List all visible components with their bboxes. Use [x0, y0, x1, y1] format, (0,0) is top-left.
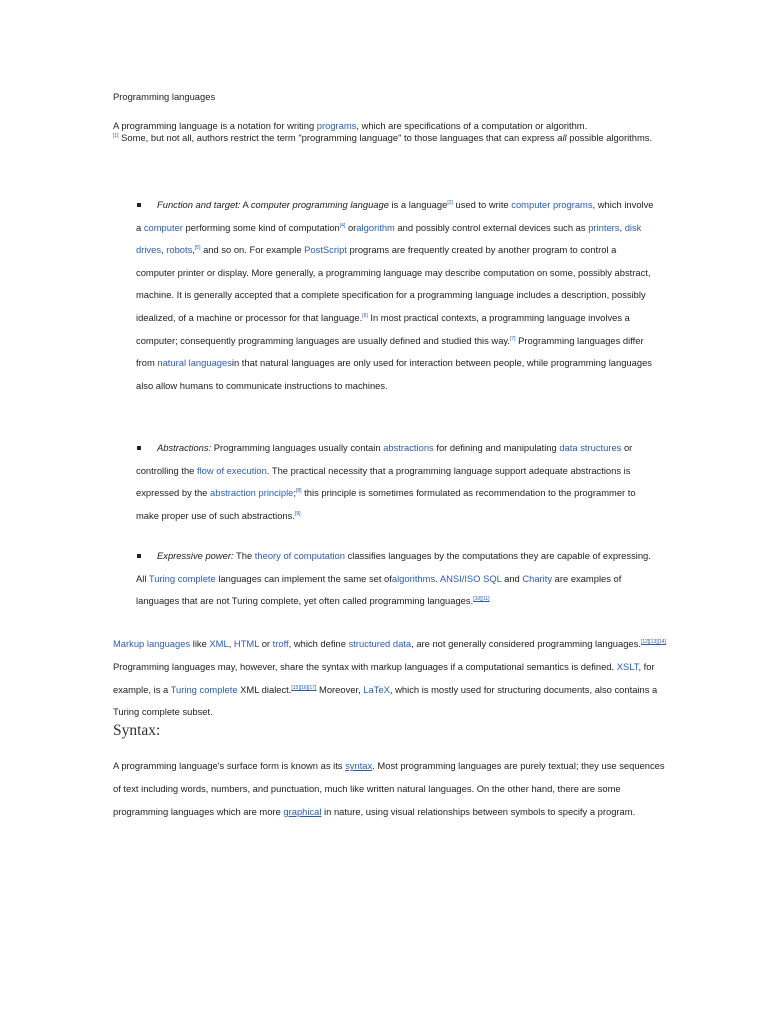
inline-link[interactable]: Charity — [522, 572, 553, 584]
inline-link[interactable]: computer programs — [511, 199, 593, 210]
body-text: Some, but not all, authors restrict the term "programming language" to those languages that can express — [118, 132, 558, 143]
body-text: The — [233, 550, 255, 561]
body-text: . — [435, 572, 440, 584]
section-heading-syntax: Syntax: — [113, 722, 161, 739]
inline-link[interactable]: natural languages — [157, 357, 232, 369]
body-text: is a language — [388, 199, 448, 210]
body-text: performing some kind of computation — [182, 221, 340, 233]
inline-link[interactable]: programs — [316, 120, 357, 131]
citation-ref[interactable]: [6] — [362, 312, 368, 319]
inline-link[interactable]: computer — [143, 221, 183, 233]
body-text: or — [259, 638, 273, 649]
inline-link[interactable]: flow of execution — [196, 464, 267, 476]
body-text: . The practical necessity that a programming language support adequate abstractions is expressed by the — [136, 464, 631, 499]
body-text: ; — [293, 487, 297, 499]
body-text: , for example, is a — [113, 660, 655, 695]
inline-link[interactable]: Markup languages — [113, 638, 191, 649]
body-text: in nature, using visual relationships between symbols to specify a program. — [321, 805, 636, 817]
body-text: , — [619, 221, 625, 233]
body-text: A — [240, 199, 251, 210]
body-text: A programming language is a notation for writing — [113, 120, 317, 131]
inline-link[interactable]: HTML — [233, 638, 260, 649]
inline-link[interactable]: structured data — [348, 638, 412, 649]
emphasis-text: all — [557, 132, 567, 143]
body-text: , which are specifications of a computation or algorithm. — [356, 120, 588, 131]
citation-ref[interactable]: [5] — [194, 245, 201, 252]
body-text: , — [228, 638, 234, 649]
inline-link[interactable]: algorithm — [356, 221, 395, 233]
inline-link[interactable]: troff — [272, 638, 289, 649]
emphasis-text: Abstractions: — [157, 442, 212, 453]
body-text: , are not generally considered programming languages. — [411, 638, 641, 649]
body-text: , which define — [288, 638, 349, 649]
body-text: Moreover, — [316, 683, 364, 695]
inline-link[interactable]: XSLT — [616, 660, 639, 672]
markup-paragraph — [113, 633, 673, 724]
body-text: Programming languages differ from — [136, 334, 644, 369]
body-text: and possibly control external devices such as — [394, 221, 589, 233]
citation-ref[interactable]: [10][11] — [473, 596, 490, 603]
intro-paragraph — [113, 120, 673, 144]
body-text: , which involve a — [136, 199, 654, 233]
body-text: Programming languages may, however, share the syntax with markup languages if a computational semantics is defined. — [113, 660, 617, 672]
inline-link[interactable]: robots — [166, 244, 193, 256]
inline-link[interactable]: abstractions — [383, 442, 434, 453]
bullet-icon — [137, 203, 141, 207]
body-text: possible algorithms. — [566, 132, 653, 143]
citation-ref[interactable]: [15][16][17] — [291, 684, 317, 691]
body-text: like — [190, 638, 210, 649]
body-text: in that natural languages are only used for interaction between people, while programming languages also allow humans to communicate instructions to machines. — [136, 357, 652, 391]
emphasis-text: Function and target: — [157, 199, 241, 210]
bullet-icon — [137, 554, 141, 558]
citation-ref[interactable]: [12][13][14] — [640, 639, 666, 645]
emphasis-text: computer programming language — [250, 199, 389, 210]
body-text: In most practical contexts, a programming language involves a computer; consequently programming languages are usually defined and studied this way. — [136, 311, 630, 346]
inline-link[interactable]: theory of computation — [254, 550, 345, 561]
inline-link[interactable]: abstraction principle — [210, 487, 294, 499]
page-title: Programming languages — [113, 91, 216, 102]
bullet-icon — [137, 446, 141, 450]
list-item-text — [136, 550, 651, 606]
body-text: , — [192, 244, 195, 256]
body-text: or — [345, 221, 357, 233]
citation-ref[interactable]: [8] — [296, 488, 302, 495]
list-item-text — [136, 199, 654, 391]
inline-link[interactable]: XML — [209, 638, 229, 649]
list-item-expressive-power — [136, 545, 656, 613]
citation-ref[interactable]: [2] — [447, 200, 453, 206]
body-text: this principle is sometimes formulated as recommendation to the programmer to make proper use of such abstractions. — [136, 487, 636, 521]
inline-link[interactable]: ANSI/ISO SQL — [439, 572, 502, 584]
body-text: A programming language's surface form is known as its — [113, 760, 346, 771]
inline-link[interactable]: algorithms — [391, 572, 436, 584]
inline-link[interactable]: PostScript — [304, 244, 347, 256]
body-text: used to write — [452, 199, 512, 210]
body-text: languages can implement the same set of — [215, 572, 392, 584]
body-text: classifies languages by the computations they are capable of expressing. All — [136, 550, 651, 584]
syntax-paragraph — [113, 755, 673, 823]
body-text: . Most programming languages are purely textual; they use sequences of text including words, numbers, and punctuation, much like written natural languages. On the other hand, there are some programming languages which are more — [113, 760, 665, 817]
inline-link[interactable]: printers — [588, 221, 620, 233]
inline-link[interactable]: data structures — [559, 442, 622, 453]
citation-ref[interactable]: [1] — [113, 133, 119, 139]
body-text: programs are frequently created by another program to control a computer printer or display. More generally, a programming language may describe computation on some, possibly abstract, machine. It is generally accepted that a complete specification for a programming language includes a description, possibly idealized, of a machine or processor for that language. — [136, 244, 651, 323]
inline-link[interactable]: syntax — [345, 760, 373, 771]
body-text: Programming languages usually contain — [211, 442, 384, 453]
body-text: for defining and manipulating — [433, 442, 560, 453]
body-text: , — [161, 244, 167, 256]
body-text: XML dialect. — [237, 683, 292, 695]
body-text: and — [501, 572, 523, 584]
citation-ref[interactable]: [7] — [510, 335, 516, 342]
body-text: , which is mostly used for structuring documents, also contains a Turing complete subset. — [113, 683, 658, 718]
citation-ref[interactable]: [4] — [339, 222, 346, 229]
body-text: or controlling the — [136, 442, 633, 476]
inline-link[interactable]: LaTeX — [363, 683, 390, 695]
inline-link[interactable]: Turing complete — [170, 683, 238, 695]
body-text: are examples of languages that are not Turing complete, yet often called programming languages. — [136, 572, 622, 607]
body-text: and so on. For example — [200, 244, 305, 256]
list-item-text — [136, 442, 636, 521]
inline-link[interactable]: disk drives — [136, 221, 642, 256]
emphasis-text: Expressive power: — [157, 550, 234, 561]
inline-link[interactable]: graphical — [283, 805, 322, 817]
inline-link[interactable]: Turing complete — [148, 572, 216, 584]
list-item-abstractions — [136, 437, 656, 527]
citation-ref[interactable]: [9] — [294, 510, 301, 517]
list-item-function-target — [136, 194, 656, 397]
